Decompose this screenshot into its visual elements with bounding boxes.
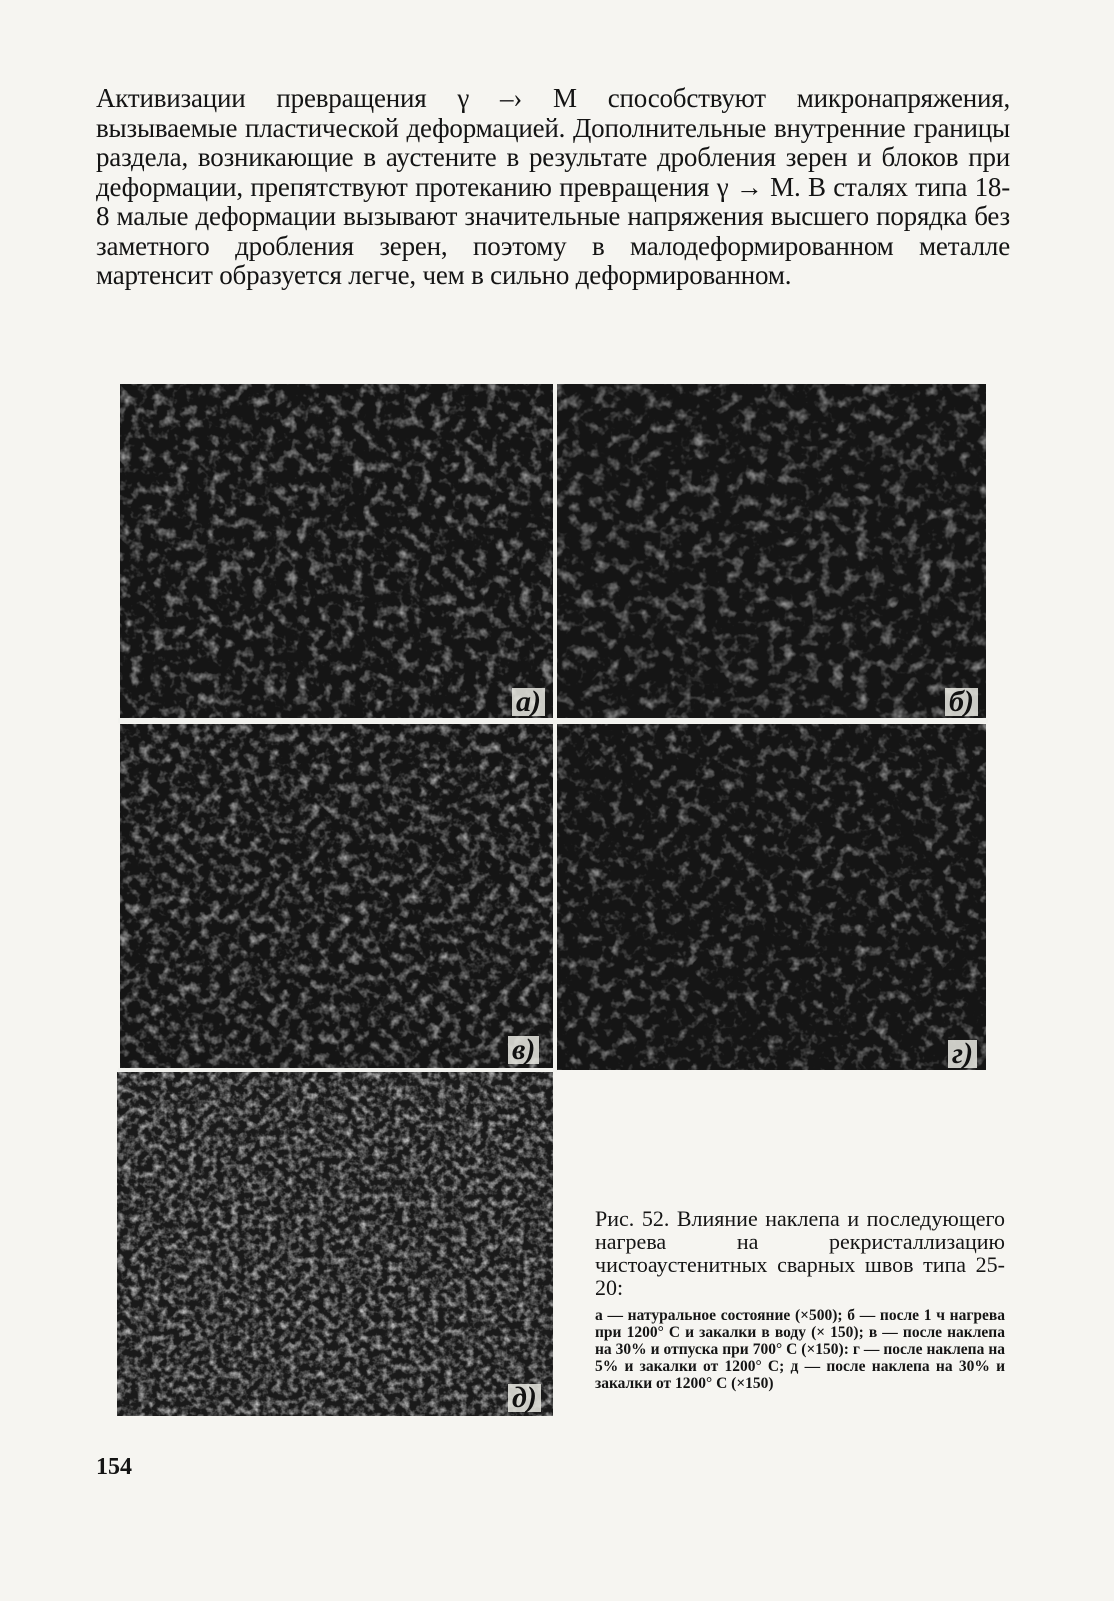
micrograph-v (120, 724, 556, 1070)
plate-divider-vertical (553, 384, 557, 1072)
micrograph-a-texture (120, 384, 556, 720)
micrograph-a (120, 384, 556, 720)
plate-label-a: a) (512, 688, 545, 716)
plate-label-d: д) (508, 1384, 541, 1412)
body-paragraph (96, 84, 1010, 291)
micrograph-d-texture (117, 1072, 553, 1416)
plate-divider-bottom (118, 1068, 553, 1072)
paragraph-text: Активизации превращения γ –› M способствуют микронапряжения, вызываемые пластической деформацией. Дополнительные внутренние границы раздела, возникающие в аустените в результате дробления зерен и блоков при деформации, препятствуют протеканию превращения γ → M. В сталях типа 18-8 малые деформации вызывают значительные напряжения высшего порядка без заметного дробления зерен, поэтому в малодеформированном металле мартенсит образуется легче, чем в сильно деформированном. (96, 83, 1010, 290)
page-number: 154 (96, 1454, 132, 1480)
caption-title: Рис. 52. Влияние наклепа и последующего нагрева на рекристаллизацию чистоаустенитных сварных швов типа 25-20: (595, 1206, 1005, 1300)
caption-legend: а — натуральное состояние (×500); б — после 1 ч нагрева при 1200° С и закалки в воду (× 150); в — после наклепа на 30% и отпуска при 700° С (×150): г — после наклепа на 5% и закалки от 1200° С; д — после наклепа на 30% и закалки от 1200° С (×150) (595, 1307, 1005, 1392)
micrograph-b (556, 384, 986, 720)
micrograph-b-texture (556, 384, 986, 720)
micrograph-v-texture (120, 724, 556, 1070)
plate-label-g: г) (948, 1040, 977, 1068)
micrograph-g-texture (556, 724, 986, 1070)
figure-caption (595, 1207, 1005, 1392)
plate-label-v: в) (508, 1036, 539, 1064)
micrograph-g (556, 724, 986, 1070)
plate-label-b: б) (945, 688, 978, 716)
micrograph-d (117, 1072, 553, 1416)
